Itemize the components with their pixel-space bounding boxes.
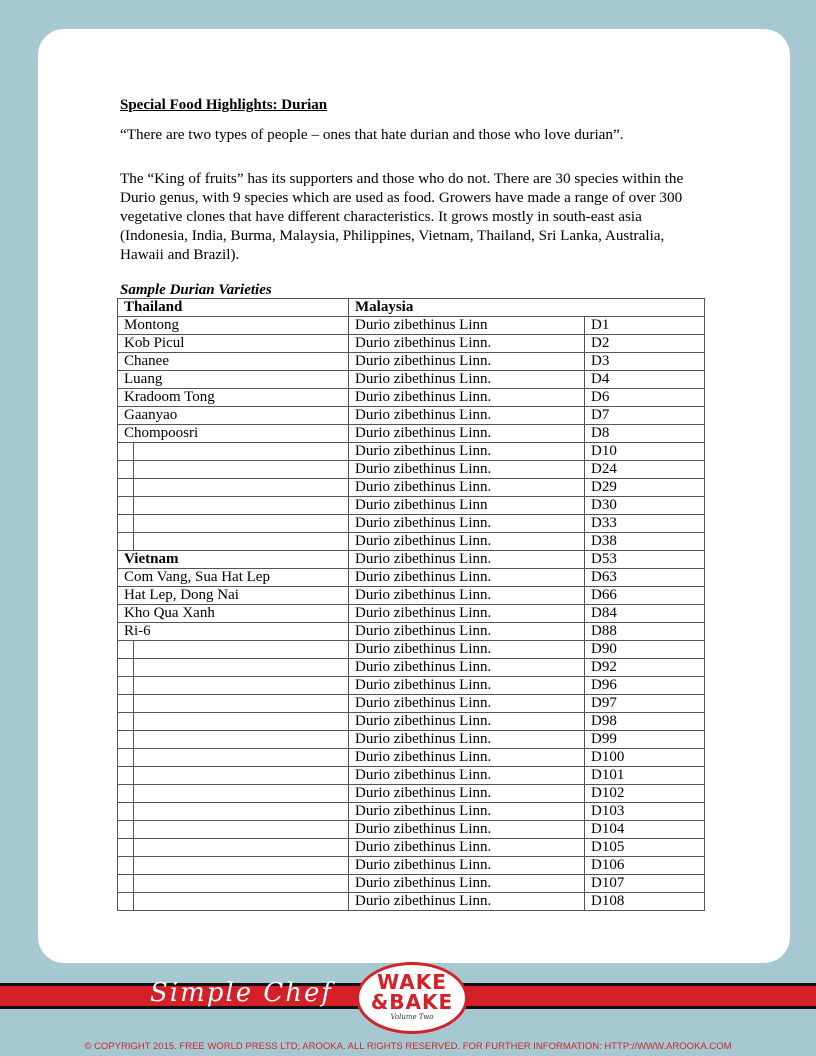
species-cell: Durio zibethinus Linn. [349,839,585,857]
simple-chef-brand: Simple Chef [150,978,334,1008]
species-cell: Durio zibethinus Linn [349,497,585,515]
table-row [118,677,705,695]
clone-code-cell: D24 [585,461,705,479]
variety-cell: Com Vang, Sua Hat Lep [118,569,349,587]
variety-cell: Kob Picul [118,335,349,353]
gutter-cell [118,731,134,749]
table-row [118,497,705,515]
clone-code-cell: D29 [585,479,705,497]
header-malaysia: Malaysia [349,299,705,317]
table-row [118,425,705,443]
species-cell: Durio zibethinus Linn. [349,821,585,839]
clone-code-cell: D7 [585,407,705,425]
table-row [118,515,705,533]
table-row [118,551,705,569]
variety-cell [134,785,349,803]
table-row [118,659,705,677]
durian-varieties-table [117,298,705,911]
species-cell: Durio zibethinus Linn. [349,443,585,461]
gutter-cell [118,749,134,767]
species-cell: Durio zibethinus Linn. [349,731,585,749]
clone-code-cell: D6 [585,389,705,407]
table-row [118,767,705,785]
table-row [118,713,705,731]
clone-code-cell: D96 [585,677,705,695]
variety-cell [134,821,349,839]
table-row [118,731,705,749]
table-row [118,641,705,659]
variety-cell [134,659,349,677]
variety-cell [134,731,349,749]
variety-cell [134,803,349,821]
table-row [118,875,705,893]
table-row [118,821,705,839]
species-cell: Durio zibethinus Linn. [349,857,585,875]
clone-code-cell: D102 [585,785,705,803]
species-cell: Durio zibethinus Linn. [349,749,585,767]
species-cell: Durio zibethinus Linn. [349,533,585,551]
species-cell: Durio zibethinus Linn. [349,389,585,407]
variety-cell [134,767,349,785]
gutter-cell [118,767,134,785]
variety-cell [134,893,349,911]
gutter-cell [118,677,134,695]
gutter-cell [118,659,134,677]
variety-cell [134,677,349,695]
gutter-cell [118,803,134,821]
variety-cell: Ri-6 [118,623,349,641]
clone-code-cell: D107 [585,875,705,893]
table-caption: Sample Durian Varieties [120,282,272,298]
variety-cell: Luang [118,371,349,389]
variety-cell: Kho Qua Xanh [118,605,349,623]
species-cell: Durio zibethinus Linn. [349,371,585,389]
table-row [118,461,705,479]
wake-bake-logo [356,962,468,1034]
variety-cell [134,839,349,857]
species-cell: Durio zibethinus Linn. [349,875,585,893]
quote-text: “There are two types of people – ones that hate durian and those who love durian”. [120,126,624,143]
variety-cell [134,857,349,875]
gutter-cell [118,461,134,479]
table-row [118,749,705,767]
clone-code-cell: D97 [585,695,705,713]
variety-cell [134,533,349,551]
species-cell: Durio zibethinus Linn. [349,623,585,641]
species-cell: Durio zibethinus Linn. [349,479,585,497]
clone-code-cell: D2 [585,335,705,353]
species-cell: Durio zibethinus Linn. [349,587,585,605]
species-cell: Durio zibethinus Linn [349,317,585,335]
species-cell: Durio zibethinus Linn. [349,605,585,623]
table-row [118,407,705,425]
clone-code-cell: D1 [585,317,705,335]
logo-line-1: WAKE [377,970,447,994]
clone-code-cell: D30 [585,497,705,515]
variety-cell [134,443,349,461]
species-cell: Durio zibethinus Linn. [349,515,585,533]
table-row [118,335,705,353]
clone-code-cell: D108 [585,893,705,911]
clone-code-cell: D3 [585,353,705,371]
table-row [118,533,705,551]
clone-code-cell: D38 [585,533,705,551]
clone-code-cell: D53 [585,551,705,569]
clone-code-cell: D103 [585,803,705,821]
variety-cell [134,749,349,767]
variety-cell [134,515,349,533]
species-cell: Durio zibethinus Linn. [349,659,585,677]
variety-cell: Montong [118,317,349,335]
species-cell: Durio zibethinus Linn. [349,695,585,713]
gutter-cell [118,641,134,659]
table-row [118,695,705,713]
gutter-cell [118,515,134,533]
variety-cell [134,461,349,479]
species-cell: Durio zibethinus Linn. [349,785,585,803]
logo-line-3: Volume Two [390,1013,434,1021]
species-cell: Durio zibethinus Linn. [349,461,585,479]
intro-paragraph: The “King of fruits” has its supporters and those who do not. There are 30 species within the Durio genus, with 9 species which are used as food. Growers have made a range of over 300 vegetative clones that have different characteristics. It grows mostly in south-east asia (Indonesia, India, Burma, Malaysia, Philippines, Vietnam, Thailand, Sri Lanka, Australia, Hawaii and Brazil). [120,170,684,263]
table-row [118,623,705,641]
variety-cell: Chompoosri [118,425,349,443]
clone-code-cell: D99 [585,731,705,749]
table-row [118,803,705,821]
gutter-cell [118,785,134,803]
table-row [118,479,705,497]
species-cell: Durio zibethinus Linn. [349,425,585,443]
clone-code-cell: D92 [585,659,705,677]
species-cell: Durio zibethinus Linn. [349,335,585,353]
clone-code-cell: D90 [585,641,705,659]
table-row [118,587,705,605]
gutter-cell [118,443,134,461]
clone-code-cell: D33 [585,515,705,533]
table-row [118,317,705,335]
gutter-cell [118,479,134,497]
variety-cell [134,641,349,659]
table-row [118,443,705,461]
gutter-cell [118,839,134,857]
variety-cell [134,497,349,515]
species-cell: Durio zibethinus Linn. [349,713,585,731]
species-cell: Durio zibethinus Linn. [349,641,585,659]
logo-line-2: &BAKE [370,990,454,1014]
species-cell: Durio zibethinus Linn. [349,893,585,911]
clone-code-cell: D66 [585,587,705,605]
clone-code-cell: D106 [585,857,705,875]
variety-cell: Kradoom Tong [118,389,349,407]
species-cell: Durio zibethinus Linn. [349,677,585,695]
variety-cell [134,695,349,713]
species-cell: Durio zibethinus Linn. [349,803,585,821]
table-row [118,389,705,407]
table-row [118,839,705,857]
species-cell: Durio zibethinus Linn. [349,569,585,587]
gutter-cell [118,857,134,875]
gutter-cell [118,497,134,515]
table-row [118,857,705,875]
species-cell: Durio zibethinus Linn. [349,767,585,785]
gutter-cell [118,713,134,731]
clone-code-cell: D88 [585,623,705,641]
gutter-cell [118,533,134,551]
species-cell: Durio zibethinus Linn. [349,353,585,371]
clone-code-cell: D4 [585,371,705,389]
variety-cell: Chanee [118,353,349,371]
clone-code-cell: D10 [585,443,705,461]
clone-code-cell: D84 [585,605,705,623]
species-cell: Durio zibethinus Linn. [349,551,585,569]
gutter-cell [118,875,134,893]
page-title: Special Food Highlights: Durian [120,97,328,113]
clone-code-cell: D8 [585,425,705,443]
variety-cell: Vietnam [118,551,349,569]
gutter-cell [118,893,134,911]
gutter-cell [118,695,134,713]
table-row [118,605,705,623]
clone-code-cell: D63 [585,569,705,587]
variety-cell [134,479,349,497]
variety-cell: Gaanyao [118,407,349,425]
clone-code-cell: D100 [585,749,705,767]
species-cell: Durio zibethinus Linn. [349,407,585,425]
variety-cell [134,875,349,893]
table-row [118,353,705,371]
variety-cell: Hat Lep, Dong Nai [118,587,349,605]
table-row [118,569,705,587]
table-header-row [118,299,705,317]
header-thailand: Thailand [118,299,349,317]
clone-code-cell: D105 [585,839,705,857]
table-row [118,893,705,911]
copyright-notice: © COPYRIGHT 2015. FREE WORLD PRESS LTD; AROOKA. ALL RIGHTS RESERVED. FOR FURTHER INFORMATION: HTTP://WWW.AROOKA.COM [84,1041,732,1052]
table-row [118,785,705,803]
clone-code-cell: D98 [585,713,705,731]
gutter-cell [118,821,134,839]
clone-code-cell: D101 [585,767,705,785]
variety-cell [134,713,349,731]
table-row [118,371,705,389]
clone-code-cell: D104 [585,821,705,839]
